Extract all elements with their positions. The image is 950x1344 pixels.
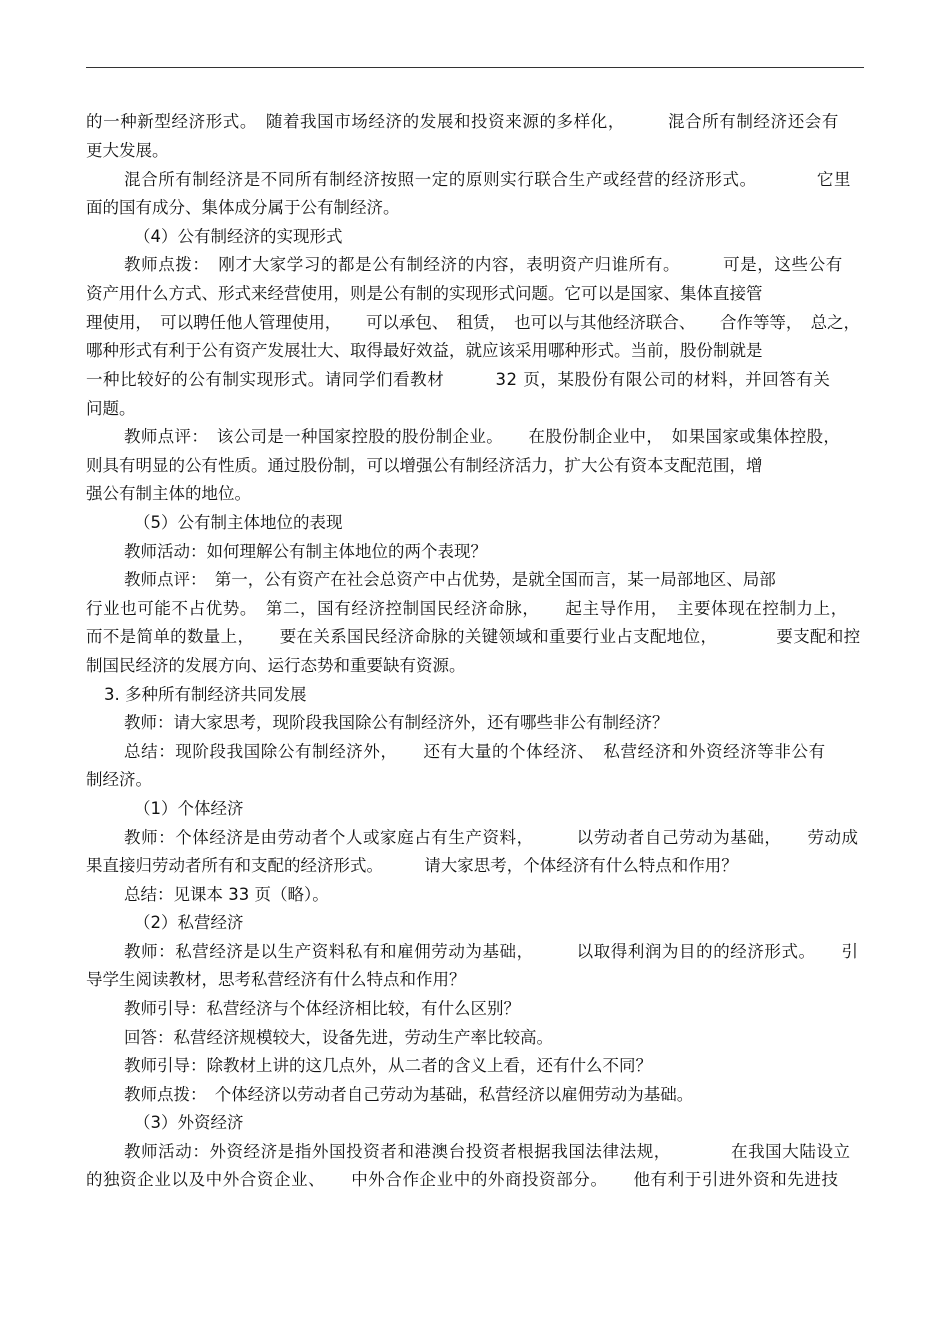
text-line: 制经济。	[86, 770, 152, 789]
text-line: 教师活动：如何理解公有制主体地位的两个表现？	[124, 542, 487, 561]
text-line: 面的国有成分、集体成分属于公有制经济。	[86, 198, 400, 217]
text-line: 资产用什么方式、形式来经营使用，则是公有制的实现形式问题。它可以是国家、集体直接管	[86, 284, 763, 303]
text-line: 导学生阅读教材，思考私营经济有什么特点和作用？	[86, 970, 466, 989]
text-line: 教师：私营经济是以生产资料私有和雇佣劳动为基础， 以取得利润为目的的经济形式。 引	[124, 942, 859, 961]
text-line: 总结：现阶段我国除公有制经济外， 还有大量的个体经济、 私营经济和外资经济等非公有	[124, 742, 826, 761]
text-line: 教师点评： 第一，公有资产在社会总资产中占优势，是就全国而言，某一局部地区、局部	[124, 570, 776, 589]
text-line: 3. 多种所有制经济共同发展	[104, 685, 307, 704]
text-line: （4）公有制经济的实现形式	[134, 227, 343, 246]
text-line: 教师：请大家思考，现阶段我国除公有制经济外，还有哪些非公有制经济？	[124, 713, 669, 732]
text-line: 总结：见课本 33 页（略）。	[124, 885, 329, 904]
text-line: 问题。	[86, 399, 136, 418]
text-line: 教师活动：外资经济是指外国投资者和港澳台投资者根据我国法律法规， 在我国大陆设立	[124, 1142, 851, 1161]
text-line: 回答：私营经济规模较大，设备先进，劳动生产率比较高。	[124, 1028, 553, 1047]
text-line: 教师：个体经济是由劳动者个人或家庭占有生产资料， 以劳动者自己劳动为基础， 劳动成	[124, 828, 859, 847]
text-line: 哪种形式有利于公有资产发展壮大、取得最好效益，就应该采用哪种形式。当前，股份制就是	[86, 341, 763, 360]
text-line: 制国民经济的发展方向、运行态势和重要缺有资源。	[86, 656, 466, 675]
text-line: 而不是简单的数量上， 要在关系国民经济命脉的关键领域和重要行业占支配地位， 要支配和控	[86, 627, 861, 646]
text-line: （2）私营经济	[134, 913, 244, 932]
text-line: 的独资企业以及中外合资企业、 中外合作企业中的外商投资部分。 他有利于引进外资和先进技	[86, 1170, 839, 1189]
text-line: 教师点评： 该公司是一种国家控股的股份制企业。 在股份制企业中， 如果国家或集体控股，	[124, 427, 841, 446]
text-line: 行业也可能不占优势。 第二，国有经济控制国民经济命脉， 起主导作用， 主要体现在控制力上，	[86, 599, 848, 618]
text-line: 更大发展。	[86, 141, 169, 160]
text-line: （1）个体经济	[134, 799, 244, 818]
text-line: 的一种新型经济形式。 随着我国市场经济的发展和投资来源的多样化， 混合所有制经济还会有	[86, 112, 839, 131]
text-line: 理使用， 可以聘任他人管理使用， 可以承包、 租赁， 也可以与其他经济联合、 合作等等， 总之，	[86, 313, 861, 332]
text-line: 教师点拨： 刚才大家学习的都是公有制经济的内容，表明资产归谁所有。 可是，这些公有	[124, 255, 843, 274]
text-line: （5）公有制主体地位的表现	[134, 513, 343, 532]
text-line: 教师点拨： 个体经济以劳动者自己劳动为基础，私营经济以雇佣劳动为基础。	[124, 1085, 694, 1104]
text-line: 果直接归劳动者所有和支配的经济形式。 请大家思考，个体经济有什么特点和作用？	[86, 856, 738, 875]
text-line: （3）外资经济	[134, 1113, 244, 1132]
text-line: 教师引导：除教材上讲的这几点外，从二者的含义上看，还有什么不同？	[124, 1056, 652, 1075]
text-line: 教师引导：私营经济与个体经济相比较，有什么区别？	[124, 999, 520, 1018]
text-line: 混合所有制经济是不同所有制经济按照一定的原则实行联合生产或经营的经济形式。 它里	[124, 170, 852, 189]
text-line: 则具有明显的公有性质。通过股份制，可以增强公有制经济活力，扩大公有资本支配范围，增	[86, 456, 763, 475]
text-line: 一种比较好的公有制实现形式。请同学们看教材 32 页，某股份有限公司的材料，并回答有关	[86, 370, 831, 389]
text-line: 强公有制主体的地位。	[86, 484, 251, 503]
